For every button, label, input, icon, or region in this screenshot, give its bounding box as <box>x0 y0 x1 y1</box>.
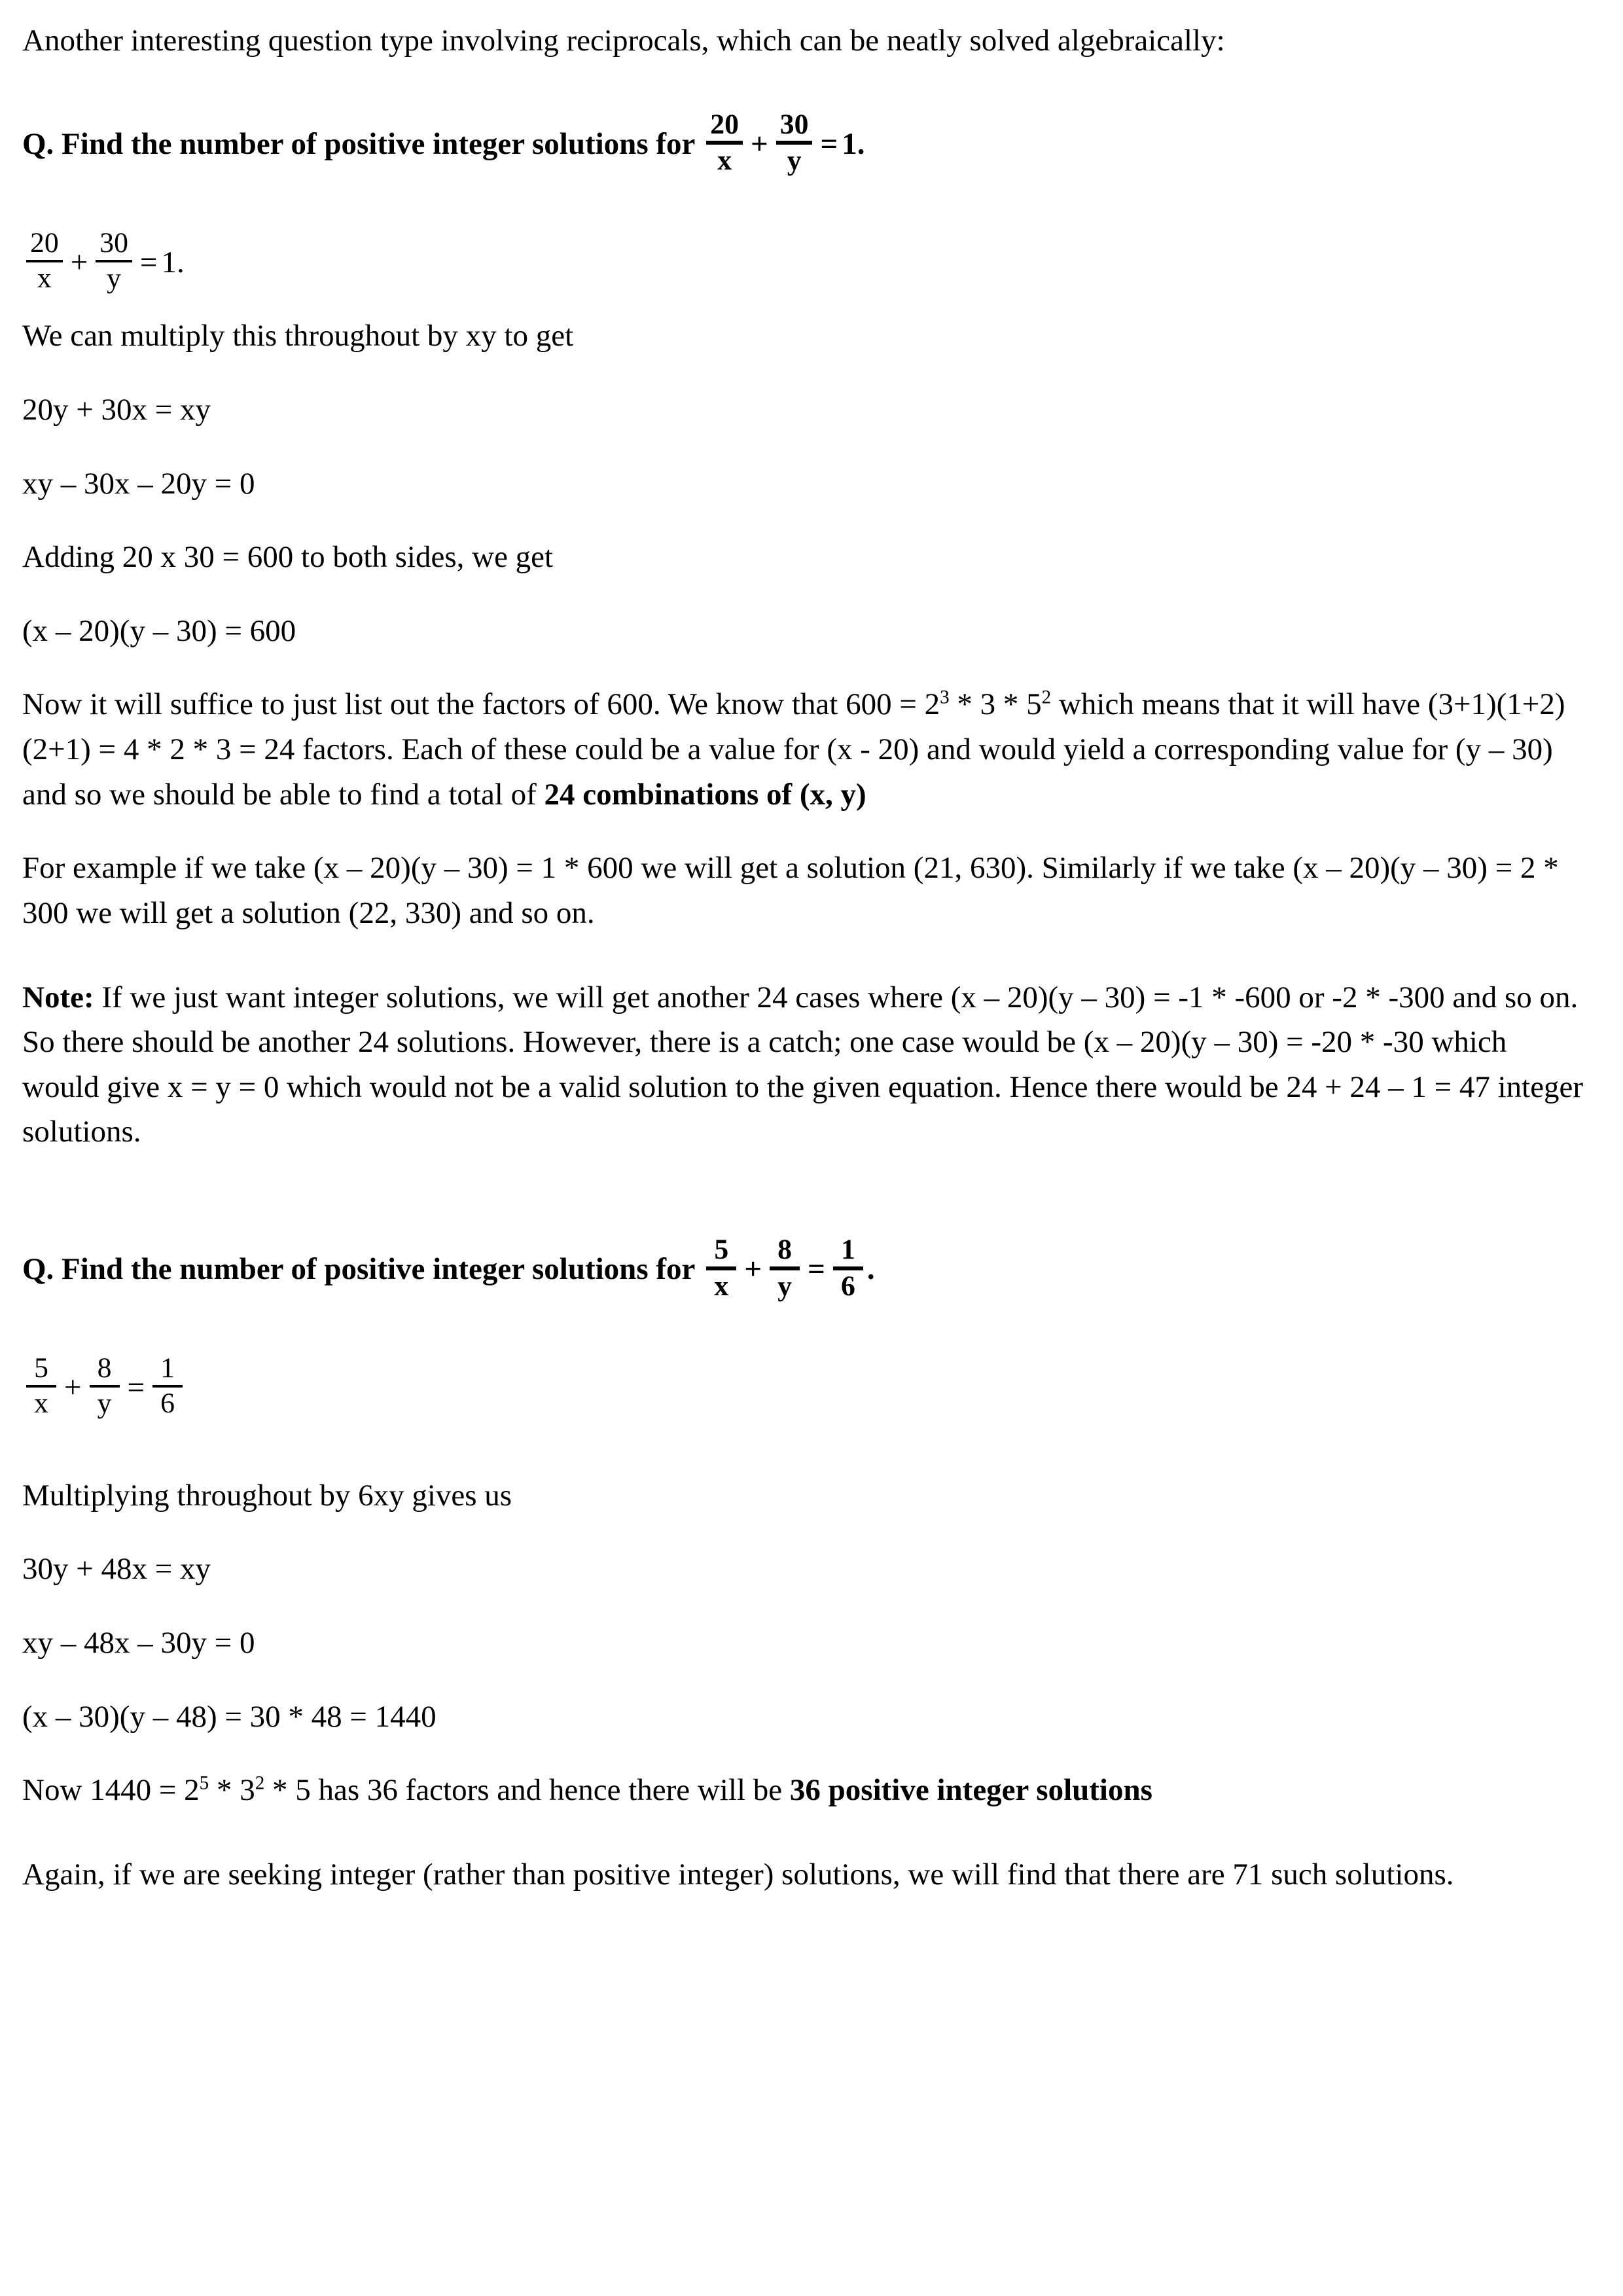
exponent-5: 5 <box>199 1772 209 1794</box>
step-line: 30y + 48x = xy <box>22 1552 211 1587</box>
note-paragraph <box>22 975 1587 1155</box>
numerator: 1 <box>160 1352 175 1384</box>
equation-2-plus-operator: + <box>64 1371 82 1405</box>
example-paragraph: For example if we take (x – 20)(y – 30) = 1 * 600 we will get a solution (21, 630). Similarly if we take (x – 20)(y – 30) = 2 * 300 we will get a solution (22, 330) and so on. <box>22 851 1559 930</box>
question-2-heading <box>22 1233 1587 1302</box>
denominator: 6 <box>160 1388 175 1420</box>
question-1-prefix: Q. Find the number of positive integer solutions for <box>22 127 703 162</box>
intro-paragraph: Another interesting question type involving reciprocals, which can be neatly solved algebraically: <box>22 24 1225 58</box>
spacer <box>22 1302 1587 1336</box>
denominator: y <box>107 262 121 294</box>
equation-2-fraction-2 <box>90 1354 120 1418</box>
step-line: Adding 20 x 30 = 600 to both sides, we get <box>22 540 554 575</box>
denominator: x <box>34 1388 48 1420</box>
spacer <box>22 1217 1587 1237</box>
equation-1-rhs: 1. <box>161 245 185 279</box>
step-line: (x – 20)(y – 30) = 600 <box>22 613 296 648</box>
question-1-plus-operator: + <box>750 127 768 162</box>
numerator: 1 <box>840 1233 855 1265</box>
result-paragraph <box>22 1768 1587 1813</box>
factors-text-part-1: Now it will suffice to just list out the factors of 600. We know that 600 = 2 <box>22 687 940 722</box>
step-line: xy – 48x – 30y = 0 <box>22 1625 255 1660</box>
numerator: 20 <box>30 227 59 259</box>
denominator: x <box>717 145 732 177</box>
spacer <box>22 1842 1587 1852</box>
numerator: 8 <box>777 1233 792 1265</box>
equation-1 <box>22 227 1587 294</box>
question-2-prefix: Q. Find the number of positive integer solutions for <box>22 1252 703 1287</box>
note-text: If we just want integer solutions, we will get another 24 cases where (x – 20)(y – 30) = -1 * -600 or -2 * -300 and so on. So there should be another 24 solutions. However, there is a catch; one case would be (x – 20)(y – 30) = -20 * -30 which would give x = y = 0 which would not be a valid solution to the given equation. Hence there would be 24 + 24 – 1 = 47 integer solutions. <box>22 980 1584 1149</box>
equation-2-fraction-1 <box>26 1354 56 1418</box>
spacer <box>22 965 1587 975</box>
spacer <box>22 294 1587 314</box>
denominator: y <box>777 1270 792 1302</box>
step-line: (x – 30)(y – 48) = 30 * 48 = 1440 <box>22 1699 437 1734</box>
equation-1-fraction-1 <box>26 229 63 293</box>
equation-2-equals: = <box>127 1371 145 1405</box>
factors-text-part-3: which means that it will have (3+1)(1+2)(2+1) = 4 * 2 * 3 = 24 factors. Each of these could be a value for (x - 20) and would yield a corresponding value for (y – 30) and so we should be able to find a total of <box>22 687 1565 812</box>
question-2-fraction-2 <box>770 1233 800 1302</box>
denominator: x <box>37 262 52 294</box>
exponent-2: 2 <box>1041 687 1052 708</box>
numerator: 5 <box>34 1352 48 1384</box>
step-line: xy – 30x – 20y = 0 <box>22 466 255 501</box>
exponent-3: 3 <box>940 687 950 708</box>
equation-1-plus-operator: + <box>70 245 88 279</box>
step-line: We can multiply this throughout by xy to get <box>22 319 574 353</box>
spacer <box>22 1420 1587 1454</box>
numerator: 30 <box>99 227 128 259</box>
result-text-part-1: Now 1440 = 2 <box>22 1773 200 1808</box>
equation-1-equals: = <box>139 245 158 279</box>
spacer <box>22 1454 1587 1473</box>
closing-paragraph: Again, if we are seeking integer (rather than positive integer) solutions, we will find that there are 71 such solutions. <box>22 1857 1454 1892</box>
exponent-2: 2 <box>255 1772 265 1794</box>
question-2-equals: = <box>808 1252 825 1287</box>
equation-1-fraction-2 <box>96 229 132 293</box>
question-1-heading <box>22 108 1587 177</box>
step-line: Multiplying throughout by 6xy gives us <box>22 1478 512 1513</box>
step-line: 20y + 30x = xy <box>22 393 211 427</box>
numerator: 8 <box>97 1352 112 1384</box>
factors-bold-tail: 24 combinations of (x, y) <box>544 777 866 812</box>
equation-2-fraction-3 <box>152 1354 183 1418</box>
question-2-period: . <box>866 1252 875 1287</box>
spacer <box>22 177 1587 211</box>
numerator: 5 <box>714 1233 729 1265</box>
question-2-fraction-3 <box>833 1233 863 1302</box>
factors-text-part-2: * 3 * 5 <box>949 687 1042 722</box>
question-1-fraction-2 <box>776 108 813 177</box>
equation-2 <box>22 1352 1587 1420</box>
question-2-fraction-1 <box>706 1233 736 1302</box>
denominator: y <box>97 1388 112 1420</box>
question-2-plus-operator: + <box>744 1252 762 1287</box>
denominator: y <box>787 145 802 177</box>
spacer <box>22 211 1587 230</box>
denominator: 6 <box>840 1270 855 1302</box>
question-1-rhs: 1. <box>842 127 865 162</box>
spacer <box>22 1183 1587 1217</box>
numerator: 30 <box>779 108 809 140</box>
numerator: 20 <box>710 108 739 140</box>
note-label: Note: <box>22 980 94 1014</box>
denominator: x <box>714 1270 729 1302</box>
result-bold-tail: 36 positive integer solutions <box>789 1773 1152 1808</box>
spacer <box>22 1336 1587 1355</box>
result-text-part-2: * 3 <box>209 1773 255 1808</box>
factors-paragraph <box>22 682 1587 817</box>
question-1-equals: = <box>820 127 838 162</box>
question-1-fraction-1 <box>706 108 743 177</box>
result-text-part-3: * 5 has 36 factors and hence there will be <box>264 1773 790 1808</box>
